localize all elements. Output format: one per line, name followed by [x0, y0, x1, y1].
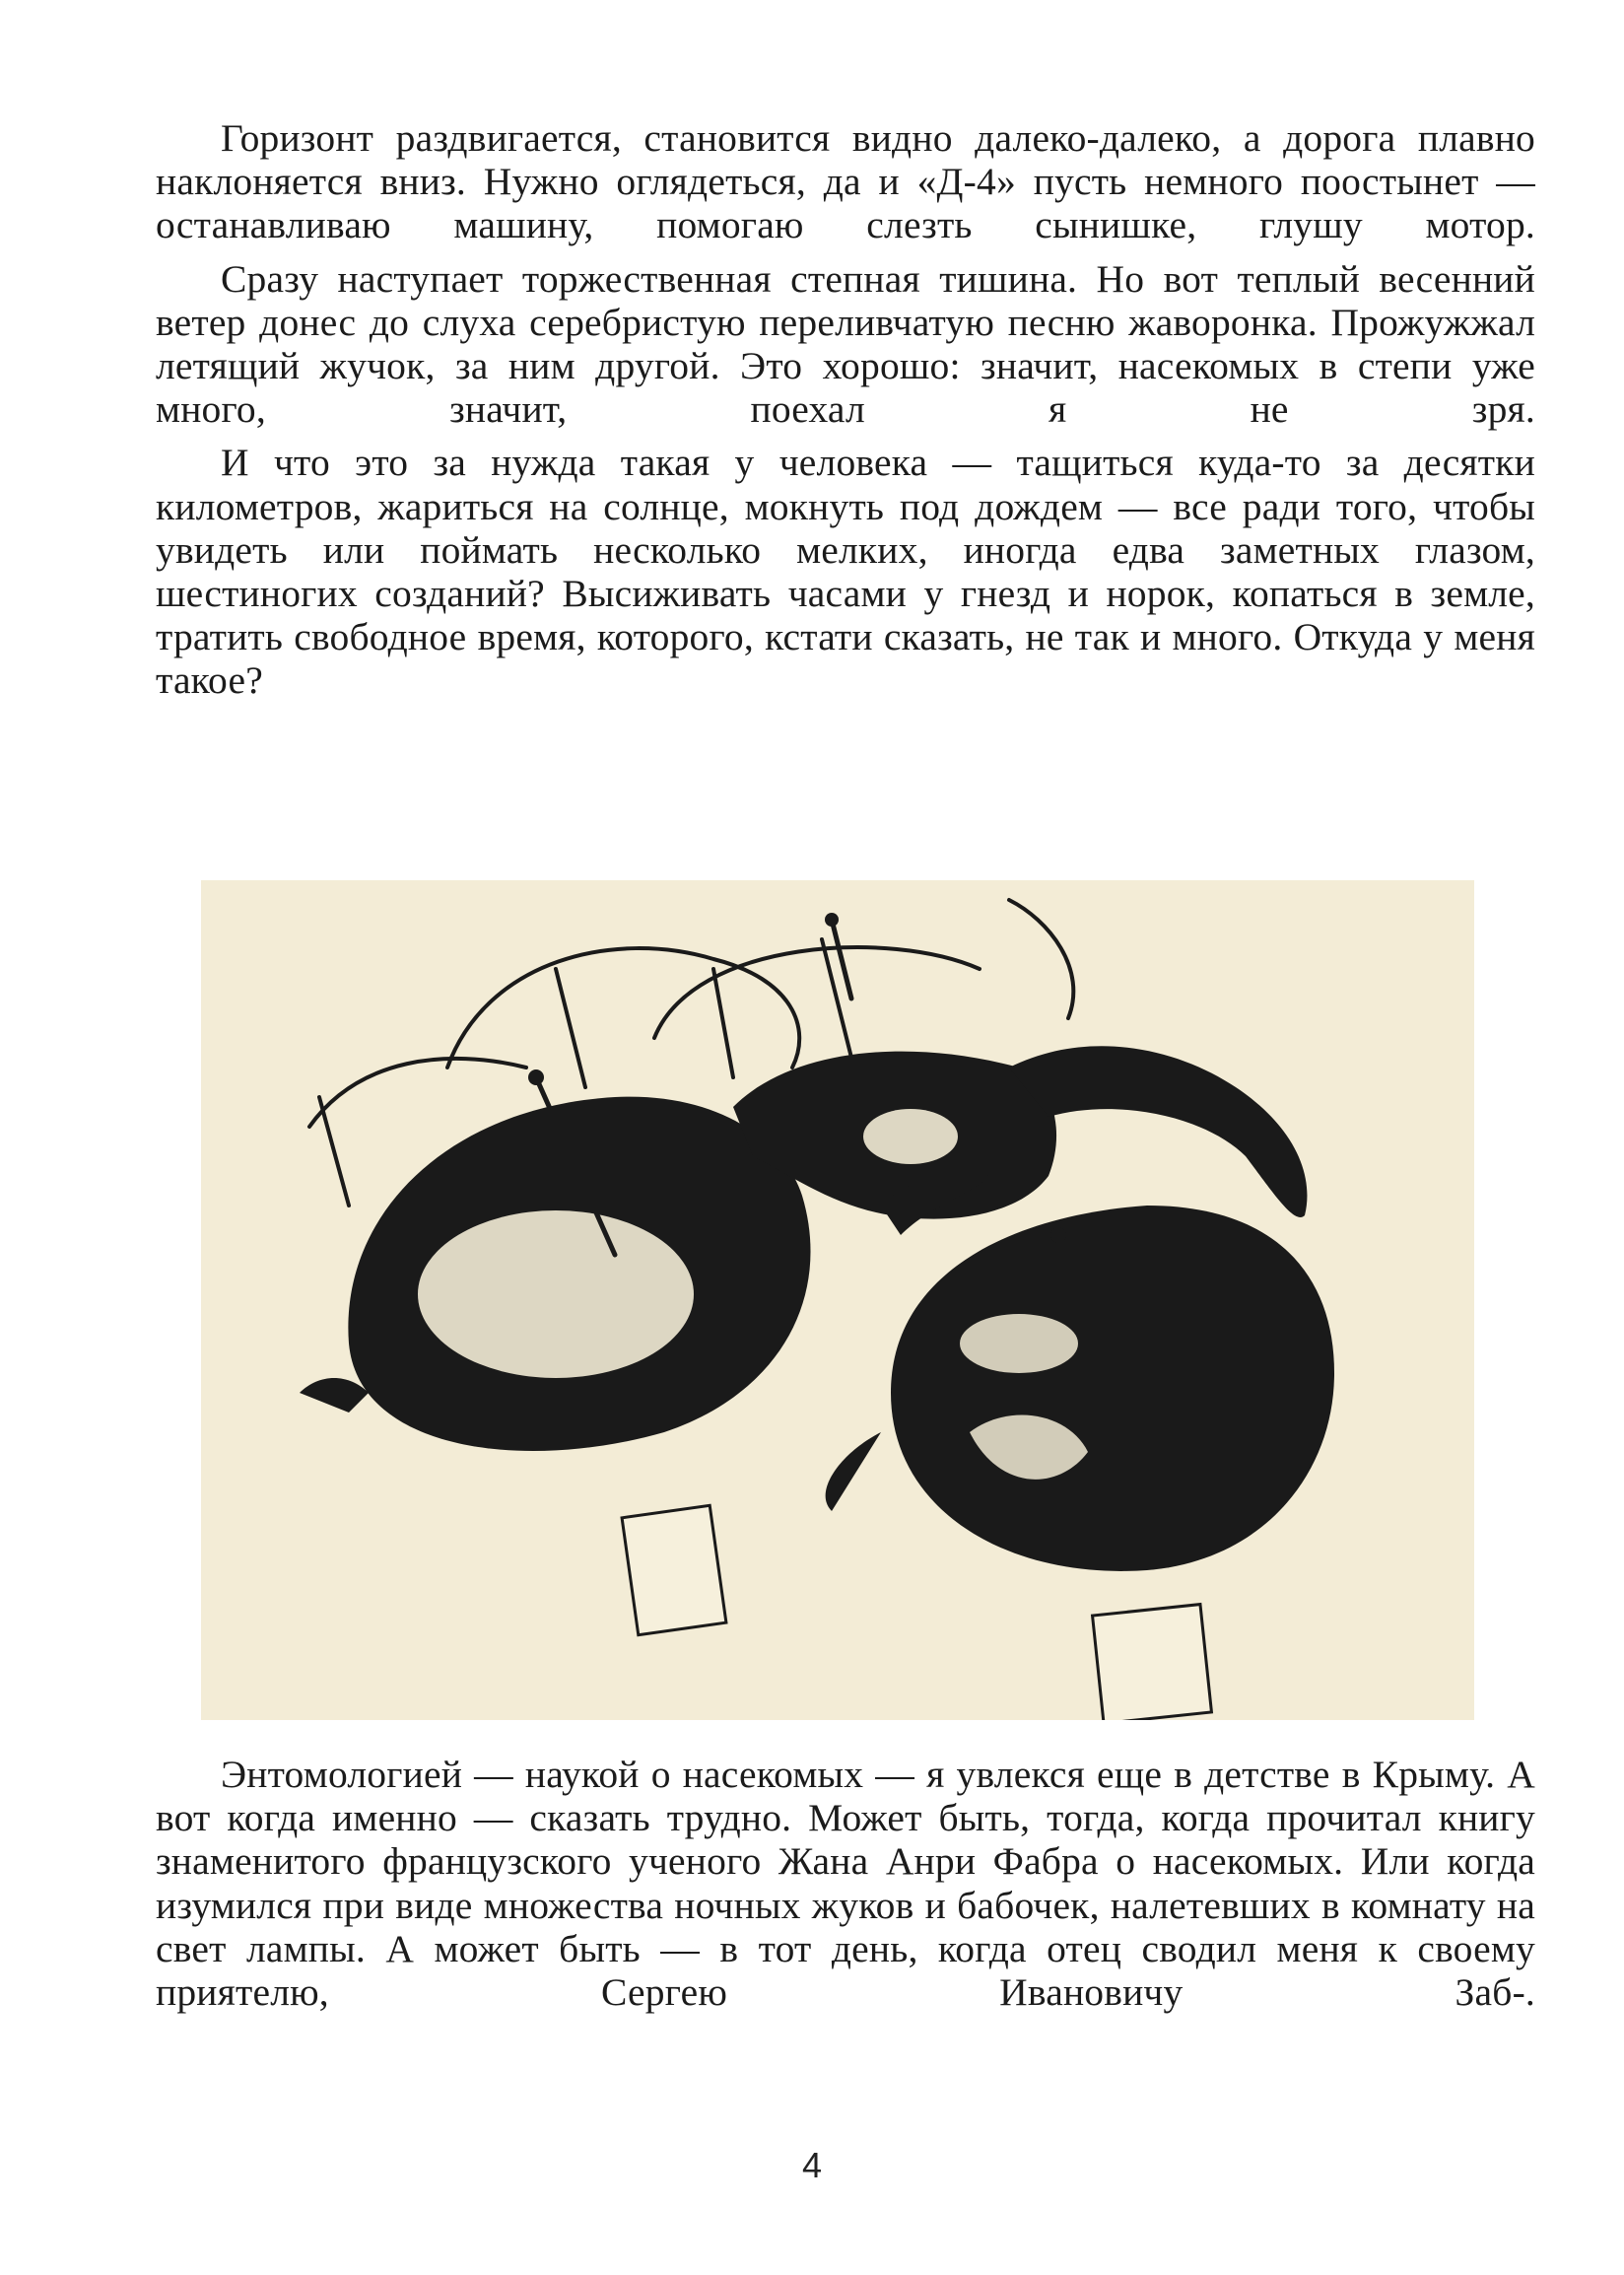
paragraph-3: И что это за нужда такая у человека — тащиться куда-то за десятки километров, жариться на солнце, мокнуть под дождем — все ради того, чтобы увидеть или поймать несколько мелких, иногда едва заметных глазом, шестиногих созданий? Высиживать часами у гнезд и норок, копаться в земле, тратить свободное время, которого, кстати сказать, не так и много. Откуда у меня такое?	[156, 441, 1535, 703]
page-number: 4	[801, 2145, 823, 2185]
pinned-beetles-illustration-icon	[201, 880, 1474, 1720]
paragraph-1: Горизонт раздвигается, становится видно далеко-далеко, а дорога плавно наклоняется вниз. Нужно оглядеться, да и «Д-4» пусть немного поостынет — останавливаю машину, помогаю слезть сынишке, глушу мотор.	[156, 116, 1535, 247]
paragraph-4: Энтомологией — наукой о насекомых — я увлекся еще в детстве в Крыму. А вот когда именно — сказать трудно. Может быть, тогда, когда прочитал книгу знаменитого французского ученого Жана Анри Фабра о насекомых. Или когда изумился при виде множества ночных жуков и бабочек, налетевших в комнату на свет лампы. А может быть — в тот день, когда отец сводил меня к своему приятелю, Сергею Ивановичу Заб-.	[156, 1753, 1535, 2015]
illustration-beetles	[201, 880, 1474, 1720]
top-text-block	[156, 116, 1535, 703]
paragraph-2: Сразу наступает торжественная степная тишина. Но вот теплый весенний ветер донес до слуха серебристую переливчатую песню жаворонка. Прожужжал летящий жучок, за ним другой. Это хорошо: значит, насекомых в степи уже много, значит, поехал я не зря.	[156, 256, 1535, 432]
bottom-text-block	[156, 1753, 1535, 2014]
dung-beetle	[826, 1206, 1334, 1571]
